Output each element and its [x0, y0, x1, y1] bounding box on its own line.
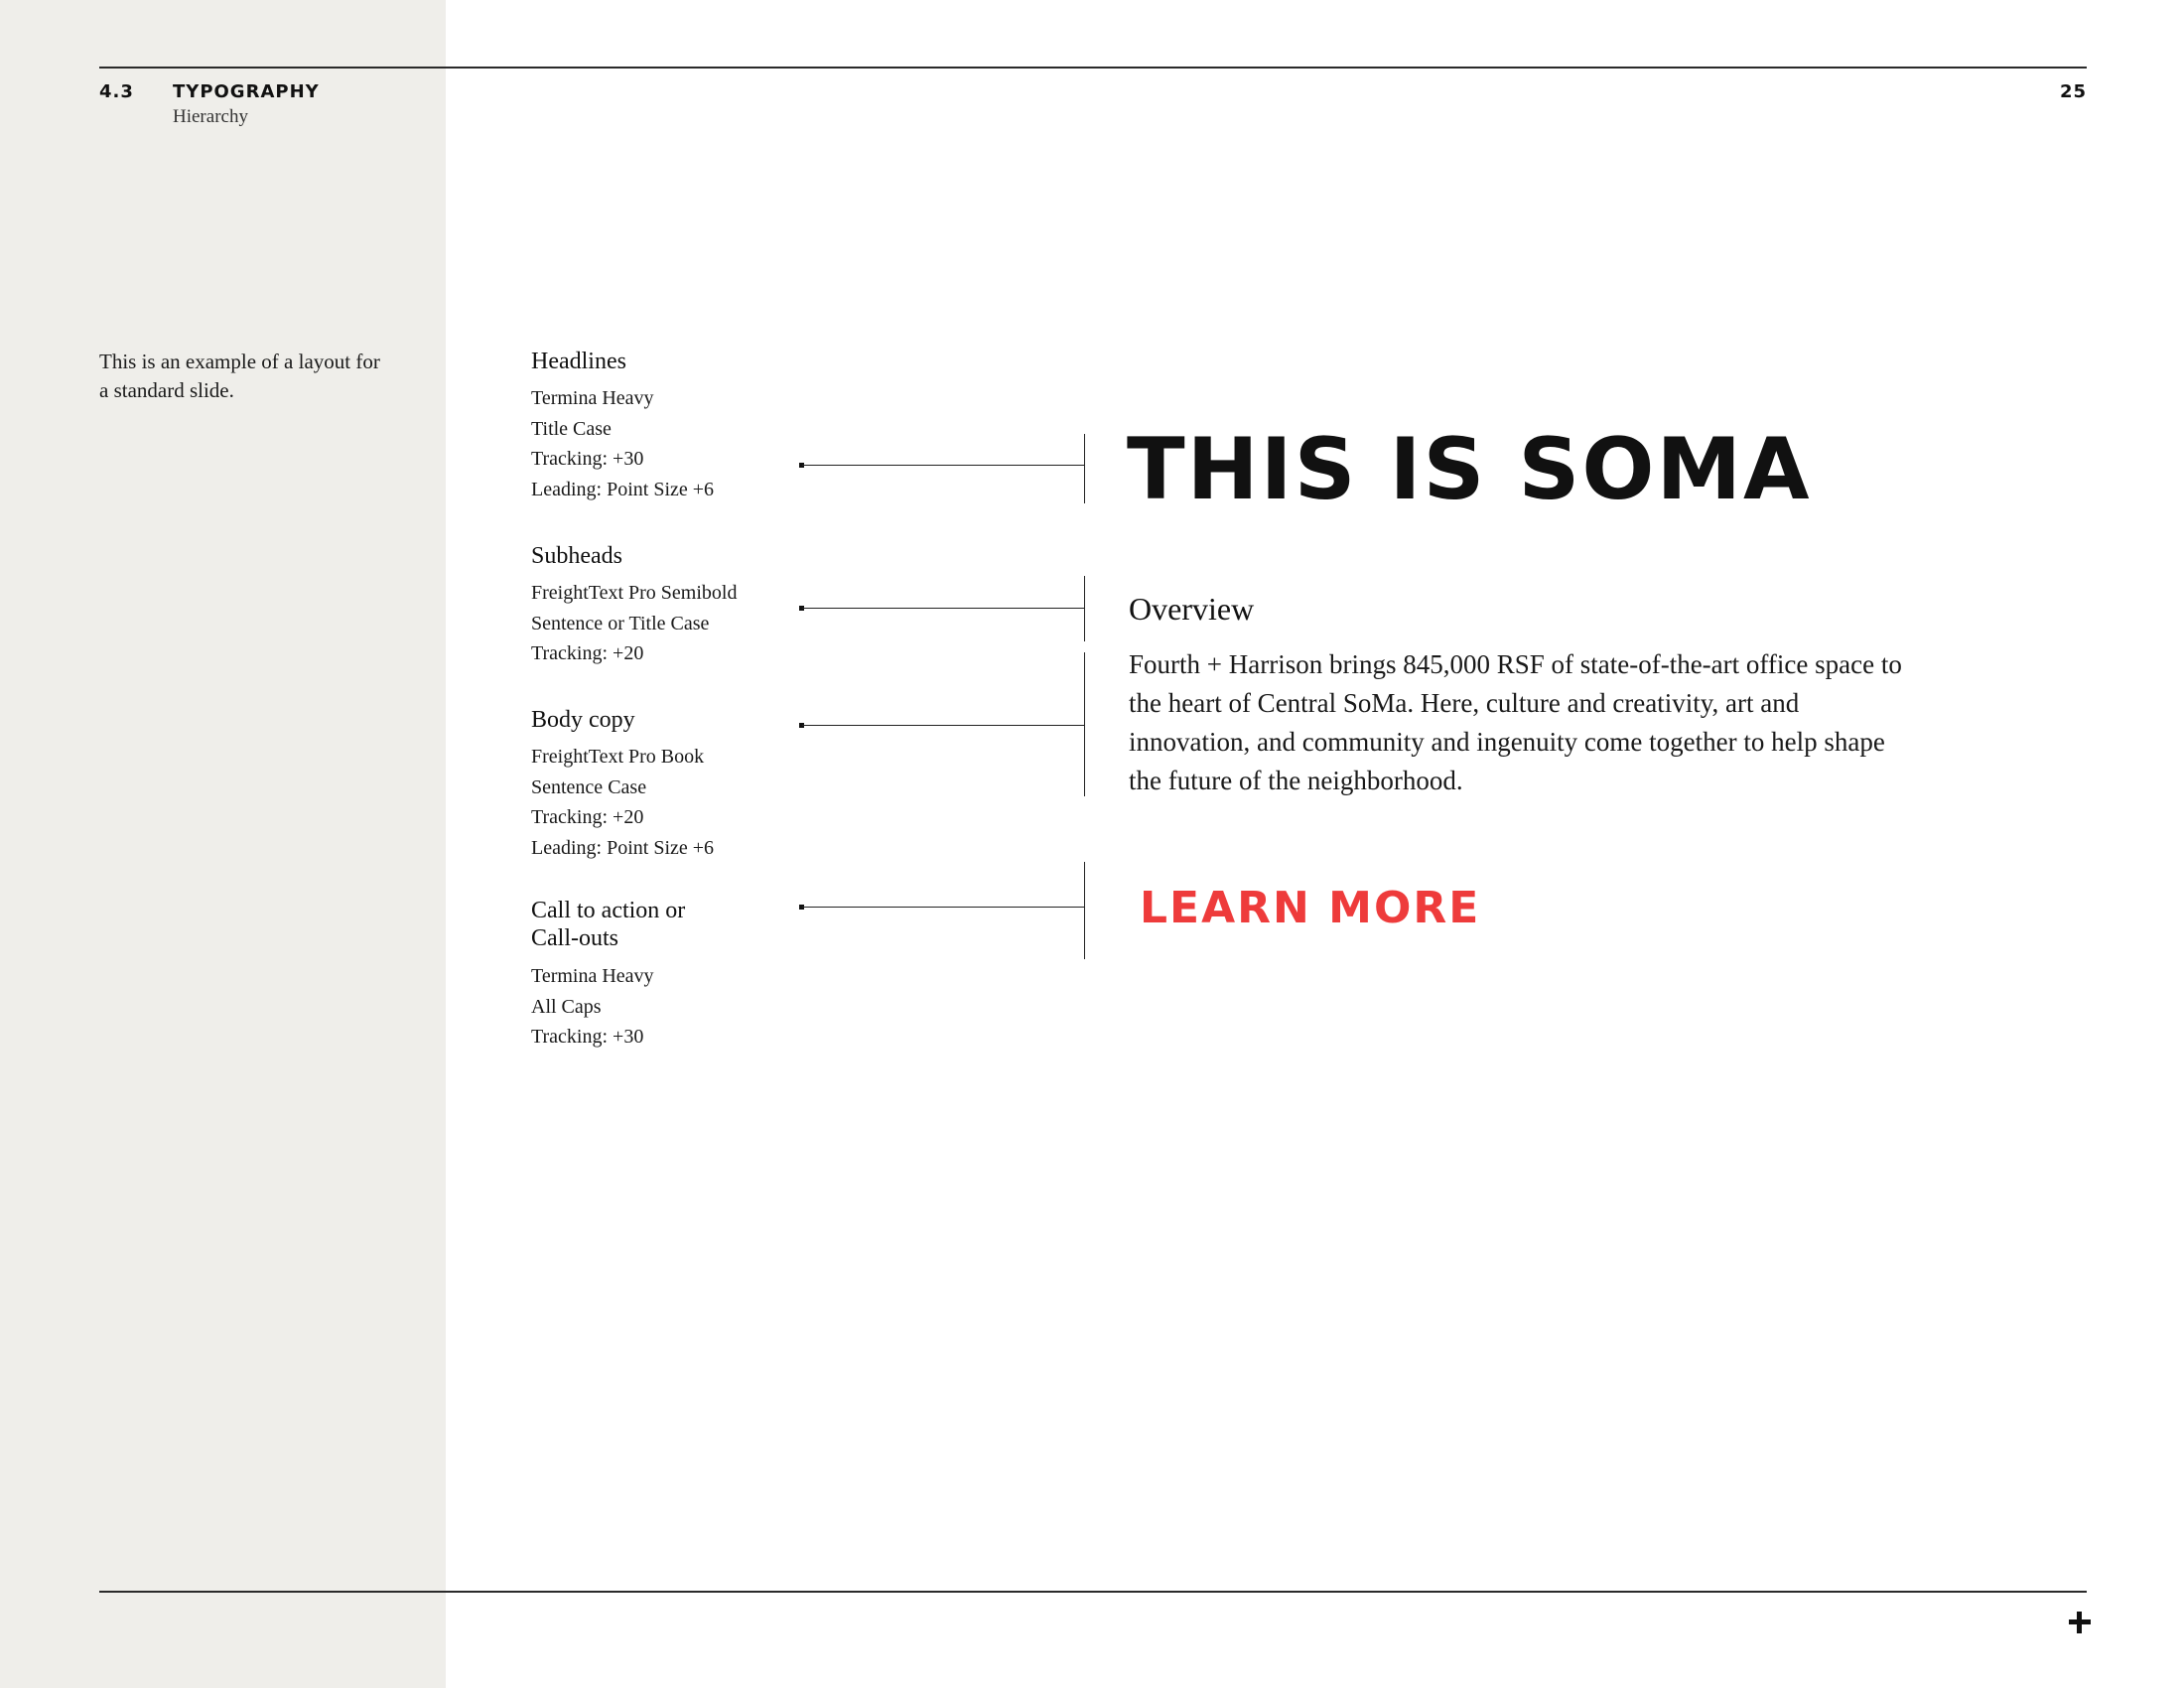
section-subtitle: Hierarchy [173, 106, 248, 127]
learn-more-button[interactable]: LEARN MORE [1140, 883, 1481, 933]
spec-body-title: Body copy [531, 707, 635, 733]
spec-line: FreightText Pro Book [531, 746, 705, 768]
spec-line: All Caps [531, 995, 602, 1018]
plus-icon [2069, 1612, 2091, 1633]
sidebar-note: This is an example of a layout for a standard slide. [99, 350, 380, 402]
spec-line: Termina Heavy [531, 387, 654, 409]
connector-bracket [1084, 434, 1085, 503]
header-rule [99, 67, 2087, 69]
sample-body-copy: Fourth + Harrison brings 845,000 RSF of state-of-the-art office space to the heart of Central SoMa. Here, culture and creativity, art and innovation, and community and ingenuity come together to help shape the future of the neighborhood. [1129, 649, 1902, 795]
spec-line: Leading: Point Size +6 [531, 837, 715, 860]
connector-line [802, 725, 1085, 726]
spec-line: Title Case [531, 417, 612, 440]
spec-headlines-title: Headlines [531, 349, 626, 374]
spec-line: Leading: Point Size +6 [531, 479, 715, 501]
spec-line: FreightText Pro Semibold [531, 582, 738, 604]
spec-cta-details [531, 961, 654, 1053]
spec-cta-title [531, 897, 685, 952]
sidebar-panel [0, 0, 446, 1688]
spec-line: Termina Heavy [531, 965, 654, 987]
spec-line: Sentence or Title Case [531, 612, 710, 634]
section-title: TYPOGRAPHY [173, 81, 320, 102]
spec-line: Tracking: +20 [531, 806, 644, 829]
spec-subheads-title: Subheads [531, 543, 622, 569]
connector-line [802, 465, 1085, 466]
spec-line: Tracking: +20 [531, 642, 644, 665]
spec-line: Sentence Case [531, 775, 647, 798]
footer-rule [99, 1591, 2087, 1593]
spec-headlines-details [531, 383, 714, 505]
spec-subheads-details [531, 578, 737, 669]
spec-line: Tracking: +30 [531, 448, 644, 471]
sample-subhead: Overview [1129, 591, 1255, 627]
connector-bracket [1084, 652, 1085, 796]
connector-line [802, 907, 1085, 908]
spec-line: Tracking: +30 [531, 1026, 644, 1049]
spec-cta-title-line: Call-outs [531, 925, 618, 951]
section-number: 4.3 [99, 81, 134, 102]
connector-line [802, 608, 1085, 609]
connector-bracket [1084, 862, 1085, 959]
spec-cta-title-line: Call to action or [531, 898, 686, 923]
page-number: 25 [2059, 81, 2087, 102]
sample-headline: THIS IS SOMA [1127, 420, 1812, 519]
spec-body-details [531, 742, 714, 864]
connector-bracket [1084, 576, 1085, 641]
